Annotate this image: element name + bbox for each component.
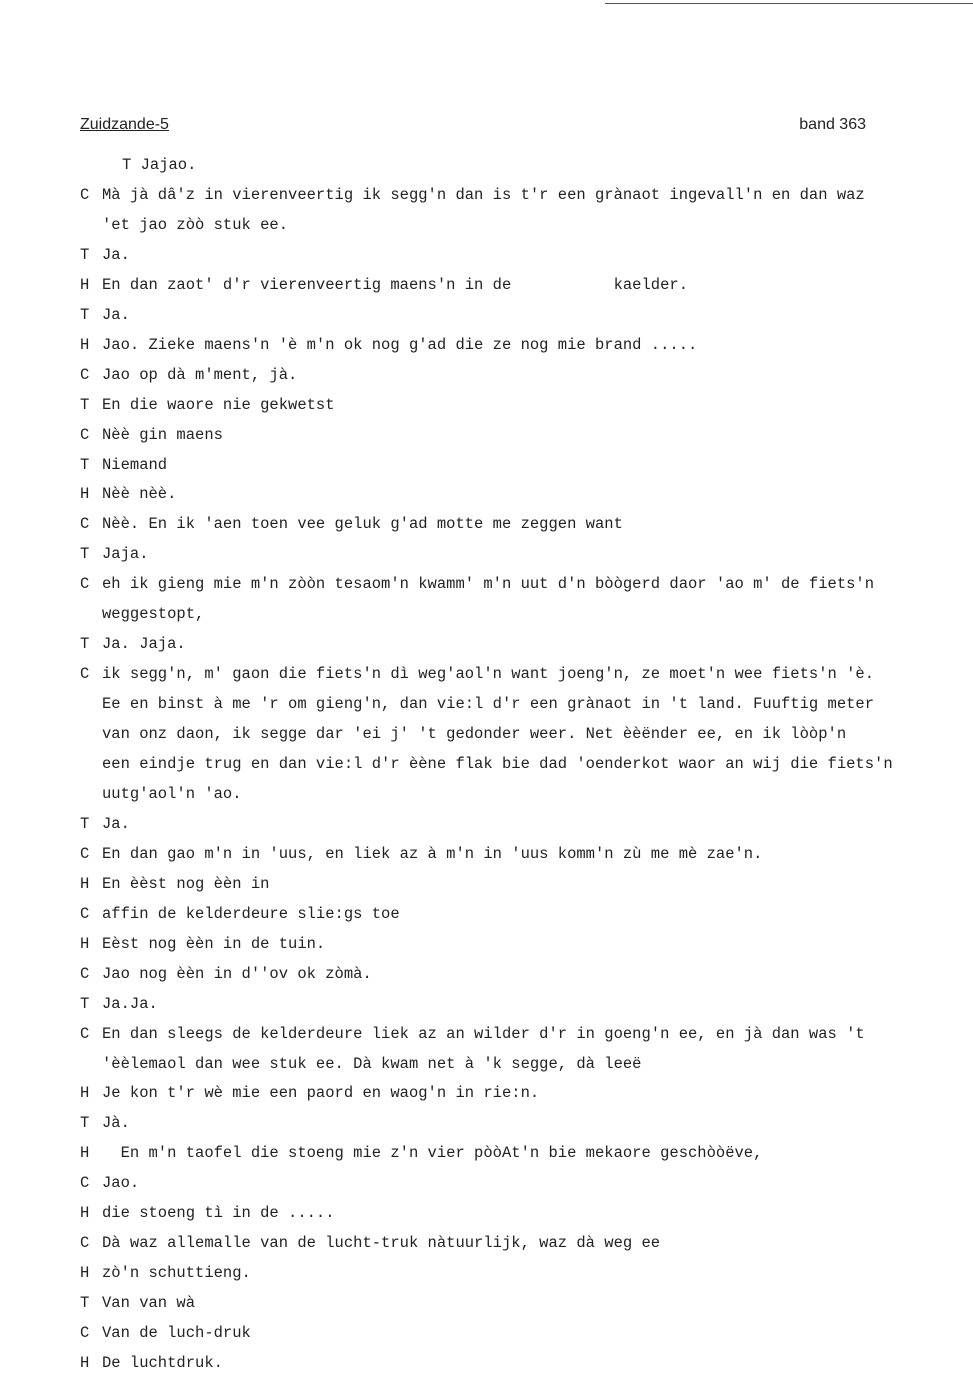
speaker-label: H (80, 1204, 90, 1222)
speaker-label: C (80, 575, 90, 593)
top-rule (605, 3, 973, 4)
transcript-line (80, 483, 176, 505)
speaker-label: H (80, 935, 90, 953)
transcript-line (80, 244, 130, 266)
speaker-label: C (80, 1324, 90, 1342)
utterance-text: uutg'aol'n 'ao. (102, 785, 242, 803)
utterance-text: Ja.Ja. (102, 995, 158, 1013)
utterance-text: En die waore nie gekwetst (102, 396, 335, 414)
speaker-label: H (80, 485, 90, 503)
speaker-label: H (80, 875, 90, 893)
transcript-line (80, 753, 893, 775)
transcript-line (80, 364, 297, 386)
utterance-text: Nèè gin maens (102, 426, 223, 444)
transcript-line (80, 394, 335, 416)
transcript-line (80, 1053, 642, 1075)
utterance-text: 'èèlemaol dan wee stuk ee. Dà kwam net à 'k segge, dà leeë (102, 1055, 642, 1073)
transcript-line (80, 963, 372, 985)
speaker-label: T (80, 815, 90, 833)
utterance-text: Ja. Jaja. (102, 635, 186, 653)
utterance-text: Jà. (102, 1114, 130, 1132)
tape-label: band 363 (799, 116, 866, 133)
utterance-text: Ja. (102, 246, 130, 264)
utterance-text: een eindje trug en dan vie:l d'r èène flak bie dad 'oenderkot waor an wij die fiets'n (102, 755, 893, 773)
utterance-text: Niemand (102, 456, 168, 474)
utterance-text: Ja. (102, 815, 130, 833)
speaker-label: H (80, 1354, 90, 1372)
utterance-text: Van van wà (102, 1294, 196, 1312)
transcript-line (80, 1023, 865, 1045)
speaker-label: C (80, 186, 90, 204)
transcript-line (80, 274, 688, 296)
transcript-line (80, 454, 167, 476)
speaker-label: C (80, 515, 90, 533)
utterance-text: Eèst nog èèn in de tuin. (102, 935, 326, 953)
speaker-label: H (80, 1264, 90, 1282)
utterance-text: van onz daon, ik segge dar 'ei j' 't gedonder weer. Net èèënder ee, en ik lòòp'n (102, 725, 847, 743)
transcript-line (80, 1172, 139, 1194)
transcript-line (80, 1082, 539, 1104)
transcript-line (80, 723, 846, 745)
speaker-label: H (80, 1144, 90, 1162)
utterance-text: En dan sleegs de kelderdeure liek az an wilder d'r in goeng'n ee, en jà dan was 't (102, 1025, 865, 1043)
utterance-text: weggestopt, (102, 605, 205, 623)
transcript-line (80, 633, 186, 655)
utterance-text: En èèst nog èèn in (102, 875, 270, 893)
page-header (80, 116, 866, 138)
transcript-line (80, 1202, 335, 1224)
utterance-text: 'et jao zòò stuk ee. (102, 216, 289, 234)
transcript-line (80, 783, 242, 805)
utterance-text: Jao op dà m'ment, jà. (102, 366, 298, 384)
transcript-line (80, 334, 697, 356)
speaker-label: C (80, 665, 90, 683)
utterance-text: Jao. (102, 1174, 140, 1192)
utterance-text: Nèè nèè. (102, 485, 177, 503)
speaker-label: T (80, 995, 90, 1013)
utterance-text: Van de luch-druk (102, 1324, 251, 1342)
transcript-line (80, 843, 762, 865)
utterance-text: Nèè. En ik 'aen toen vee geluk g'ad motte me zeggen want (102, 515, 623, 533)
location-label: Zuidzande-5 (80, 116, 169, 133)
transcript-line (80, 424, 223, 446)
transcript-line (80, 813, 130, 835)
transcript-line (80, 573, 874, 595)
utterance-text: affin de kelderdeure slie:gs toe (102, 905, 400, 923)
utterance-text: En m'n taofel die stoeng mie z'n vier pòòAt'n bie mekaore geschòòëve, (102, 1144, 763, 1162)
utterance-text: Ee en binst à me 'r om gieng'n, dan vie:l d'r een grànaot in 't land. Fuuftig meter (102, 695, 875, 713)
transcript-line (80, 184, 865, 206)
speaker-label: T (80, 635, 90, 653)
speaker-label: H (80, 336, 90, 354)
transcript-line (80, 304, 130, 326)
utterance-text: En dan gao m'n in 'uus, en liek az à m'n in 'uus komm'n zù me mè zae'n. (102, 845, 763, 863)
speaker-label: T (80, 396, 90, 414)
transcript-line (80, 1112, 130, 1134)
speaker-label: T (80, 246, 90, 264)
transcript-line (80, 603, 204, 625)
utterance-text: eh ik gieng mie m'n zòòn tesaom'n kwamm' m'n uut d'n bòògerd daor 'ao m' de fiets'n (102, 575, 875, 593)
utterance-text: Mà jà dâ'z in vierenveertig ik segg'n dan is t'r een grànaot ingevall'n en dan waz (102, 186, 865, 204)
transcript-line (80, 1352, 223, 1374)
speaker-label: T (80, 1294, 90, 1312)
utterance-text: Jao. Zieke maens'n 'è m'n ok nog g'ad die ze nog mie brand ..... (102, 336, 698, 354)
speaker-label: C (80, 905, 90, 923)
speaker-label: T (80, 545, 90, 563)
transcript-line (80, 543, 149, 565)
utterance-text: En dan zaot' d'r vierenveertig maens'n in de kaelder. (102, 276, 688, 294)
transcript-line (80, 1322, 251, 1344)
speaker-label: C (80, 426, 90, 444)
transcript-line (80, 1292, 195, 1314)
speaker-label: C (80, 965, 90, 983)
transcript-line (80, 873, 269, 895)
transcript-line (80, 154, 196, 176)
utterance-text: T Jajao. (122, 156, 197, 174)
utterance-text: zò'n schuttieng. (102, 1264, 251, 1282)
utterance-text: die stoeng tì in de ..... (102, 1204, 335, 1222)
transcript-line (80, 1232, 660, 1254)
utterance-text: De luchtdruk. (102, 1354, 223, 1372)
transcript-line (80, 663, 874, 685)
speaker-label: C (80, 1025, 90, 1043)
transcript-line (80, 903, 400, 925)
utterance-text: Jao nog èèn in d''ov ok zòmà. (102, 965, 372, 983)
speaker-label: T (80, 306, 90, 324)
transcript-line (80, 1142, 762, 1164)
speaker-label: C (80, 1234, 90, 1252)
utterance-text: Ja. (102, 306, 130, 324)
utterance-text: Dà waz allemalle van de lucht-truk nàtuurlijk, waz dà weg ee (102, 1234, 661, 1252)
transcript-line (80, 693, 874, 715)
utterance-text: Jaja. (102, 545, 149, 563)
transcript-line (80, 1262, 251, 1284)
transcript-line (80, 513, 623, 535)
transcript-line (80, 993, 158, 1015)
utterance-text: Je kon t'r wè mie een paord en waog'n in rie:n. (102, 1084, 540, 1102)
speaker-label: C (80, 1174, 90, 1192)
speaker-label: H (80, 276, 90, 294)
transcript-line (80, 933, 325, 955)
speaker-label: T (80, 1114, 90, 1132)
speaker-label: T (80, 456, 90, 474)
speaker-label: C (80, 845, 90, 863)
speaker-label: H (80, 1084, 90, 1102)
transcript-line (80, 214, 288, 236)
speaker-label: C (80, 366, 90, 384)
utterance-text: ik segg'n, m' gaon die fiets'n dì weg'aol'n want joeng'n, ze moet'n wee fiets'n 'è. (102, 665, 875, 683)
